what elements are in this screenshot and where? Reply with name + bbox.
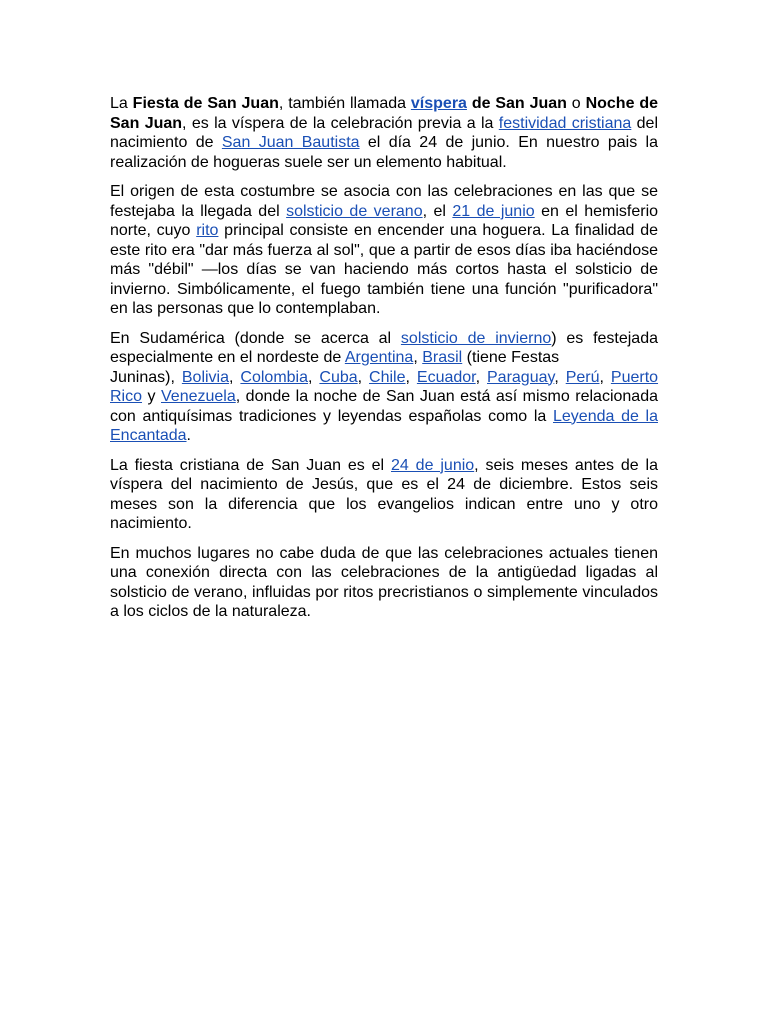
hyperlink[interactable]: Cuba [319,368,358,386]
hyperlink[interactable]: rito [196,222,219,239]
text-run: o [566,95,586,112]
text-run: , [308,368,320,386]
paragraph [110,544,658,622]
text-run: del nacimiento de [110,114,659,151]
text-run: , el [422,202,453,220]
text-run: El origen de esta costumbre se asocia con las celebraciones en las que se festejaba la llegada del [110,183,658,220]
text-run: ) es festejada especialmente en el nordeste de [110,329,659,366]
hyperlink[interactable]: Brasil [422,349,463,366]
bold-text: Noche de San Juan [110,95,659,132]
text-run: , también llamada [278,95,411,112]
paragraph [110,456,658,534]
text-run: el día 24 de junio. En nuestro pais la realización de hogueras suele ser un elemento habitual. [110,134,658,171]
document-body [110,94,658,632]
hyperlink[interactable]: víspera [410,95,467,112]
paragraph [110,94,658,172]
text-run: La fiesta cristiana de San Juan es el [110,456,391,474]
hyperlink[interactable]: San Juan Bautista [221,134,360,151]
text-run: , [229,368,241,386]
hyperlink[interactable]: Chile [369,368,406,386]
hyperlink[interactable]: Venezuela [161,388,236,405]
text-run: , seis meses antes de la víspera del nacimiento de Jesús, que es el 24 de diciembre. Estos seis meses son la diferencia que los evangelios indican entre uno y otro nacimiento. [110,456,658,532]
text-run: En muchos lugares no cabe duda de que las celebraciones actuales tienen una conexión directa con las celebraciones de la antigüedad ligadas al solsticio de verano, influidas por ritos precristianos o simplemente vinculados a los ciclos de la naturaleza. [110,544,658,620]
text-run: en el hemisferio norte, cuyo [110,202,659,239]
text-run: (tiene Festas [462,349,560,366]
hyperlink[interactable]: Perú [565,368,600,386]
hyperlink[interactable]: 21 de junio [452,202,535,220]
text-run: , donde la noche de San Juan está así mismo relacionada con antiquísimas tradiciones y leyendas españolas como la [110,388,658,425]
text-run: , [554,368,566,386]
text-run: En Sudamérica (donde se acerca al [110,329,401,347]
text-run: , [357,368,370,386]
hyperlink[interactable]: Bolivia [181,368,230,386]
hyperlink[interactable]: Argentina [344,349,414,366]
paragraph [110,329,658,446]
text-run: y [142,388,161,405]
bold-text: Fiesta de San Juan [132,95,279,112]
text-run: , es la víspera de la celebración previa a la [182,114,499,132]
bold-text: de San Juan [466,95,567,112]
text-run: . [186,427,191,444]
hyperlink[interactable]: 24 de junio [391,456,475,474]
hyperlink[interactable]: solsticio de verano [286,202,423,220]
text-run: La [110,95,133,112]
hyperlink[interactable]: Ecuador [416,368,476,386]
text-run: , [405,368,417,386]
text-run: principal consiste en encender una hoguera. La finalidad de este rito era "dar más fuerza al sol", que a partir de esos días iba haciéndose más "débil" —los días se van haciendo más cortos hasta el solsticio de invierno. Simbólicamente, el fuego también tiene una función "purificadora" en las personas que lo contemplaban. [110,222,658,317]
paragraph [110,182,658,319]
text-run: , [475,368,487,386]
text-run: , [413,349,423,366]
hyperlink[interactable]: festividad cristiana [498,114,632,132]
hyperlink[interactable]: Paraguay [487,368,555,386]
text-run: , [599,368,611,386]
hyperlink[interactable]: Puerto Rico [110,368,659,405]
text-run: Juninas), [110,368,182,386]
hyperlink[interactable]: Colombia [240,368,308,386]
hyperlink[interactable]: solsticio de invierno [400,329,552,347]
hyperlink[interactable]: Leyenda de la Encantada [110,407,658,444]
